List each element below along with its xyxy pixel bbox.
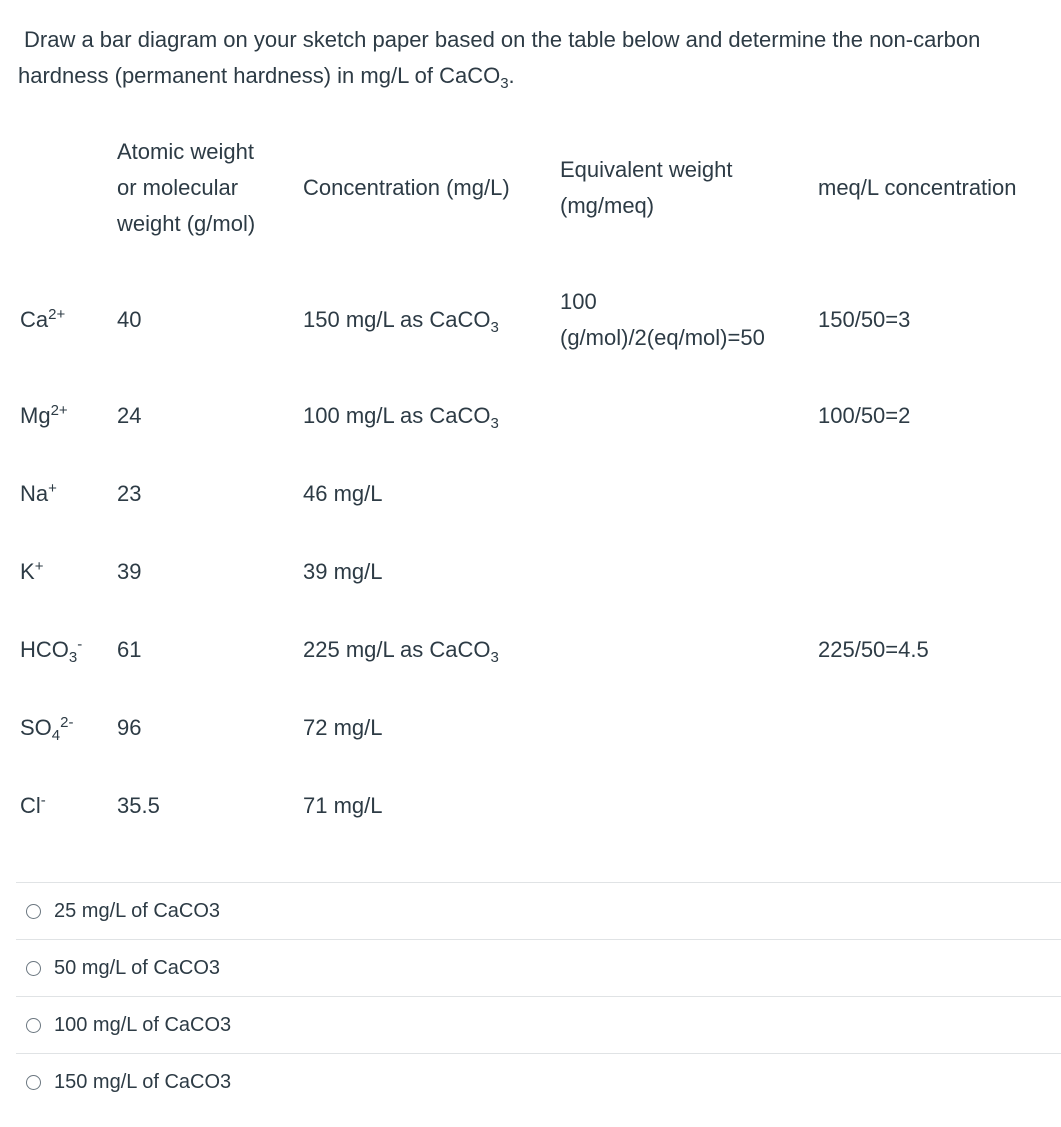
ion-cell: $HCO_3^-$ xyxy=(20,636,83,666)
meq-cell: 225/50=4.5 xyxy=(818,637,929,662)
concentration-cell: 72 mg/L xyxy=(303,715,383,740)
question-line-2: hardness (permanent hardness) in mg/L of CaCO$_3$. xyxy=(18,63,515,92)
answer-option[interactable] xyxy=(16,939,1061,996)
header-concentration: Concentration (mg/L) xyxy=(303,175,510,200)
concentration-cell: 100 mg/L as CaCO$_3$ xyxy=(303,403,499,432)
meq-cell: 150/50=3 xyxy=(818,307,911,332)
weight-cell: 24 xyxy=(117,403,142,428)
weight-cell: 96 xyxy=(117,715,142,740)
weight-cell: 39 xyxy=(117,559,142,584)
answer-label: 150 mg/L of CaCO3 xyxy=(54,1070,232,1093)
radio-button[interactable] xyxy=(26,1018,41,1033)
concentration-cell: 71 mg/L xyxy=(303,793,383,818)
concentration-cell: 225 mg/L as CaCO$_3$ xyxy=(303,637,499,666)
weight-cell: 40 xyxy=(117,307,142,332)
ion-cell: Cl- xyxy=(20,792,46,818)
weight-cell: 35.5 xyxy=(117,793,160,818)
ion-cell: $Mg^{2+}$ xyxy=(20,402,68,428)
question-line-1: Draw a bar diagram on your sketch paper based on the table below and determine the non-carbon xyxy=(24,27,981,52)
ion-cell: $SO_4^{2-}$ xyxy=(20,714,74,744)
ion-cell: K+ xyxy=(20,558,44,584)
concentration-cell: 150 mg/L as CaCO$_3$ xyxy=(303,307,499,336)
ion-cell: $Ca^{2+}$ xyxy=(20,306,66,332)
answer-option[interactable] xyxy=(16,996,1061,1053)
concentration-cell: 39 mg/L xyxy=(303,559,383,584)
answer-label: 100 mg/L of CaCO3 xyxy=(54,1013,232,1036)
radio-button[interactable] xyxy=(26,904,41,919)
answer-label: 25 mg/L of CaCO3 xyxy=(54,899,221,922)
meq-cell: 100/50=2 xyxy=(818,403,911,428)
radio-button[interactable] xyxy=(26,961,41,976)
header-meq: meq/L concentration xyxy=(818,175,1017,200)
answer-option[interactable] xyxy=(16,1053,1061,1110)
radio-button[interactable] xyxy=(26,1075,41,1090)
ion-cell: Na+ xyxy=(20,480,57,506)
concentration-cell: 46 mg/L xyxy=(303,481,383,506)
weight-cell: 61 xyxy=(117,637,142,662)
equivalent-cell: 100 (g/mol)/2(eq/mol)=50 xyxy=(560,289,765,350)
weight-cell: 23 xyxy=(117,481,142,506)
answer-options xyxy=(16,882,1061,1110)
answer-option[interactable] xyxy=(16,882,1061,939)
header-weight: Atomic weight or molecular weight (g/mol) xyxy=(117,139,256,236)
question-text xyxy=(18,22,1058,94)
header-equivalent-weight: Equivalent weight (mg/meq) xyxy=(560,157,733,218)
answer-label: 50 mg/L of CaCO3 xyxy=(54,956,221,979)
